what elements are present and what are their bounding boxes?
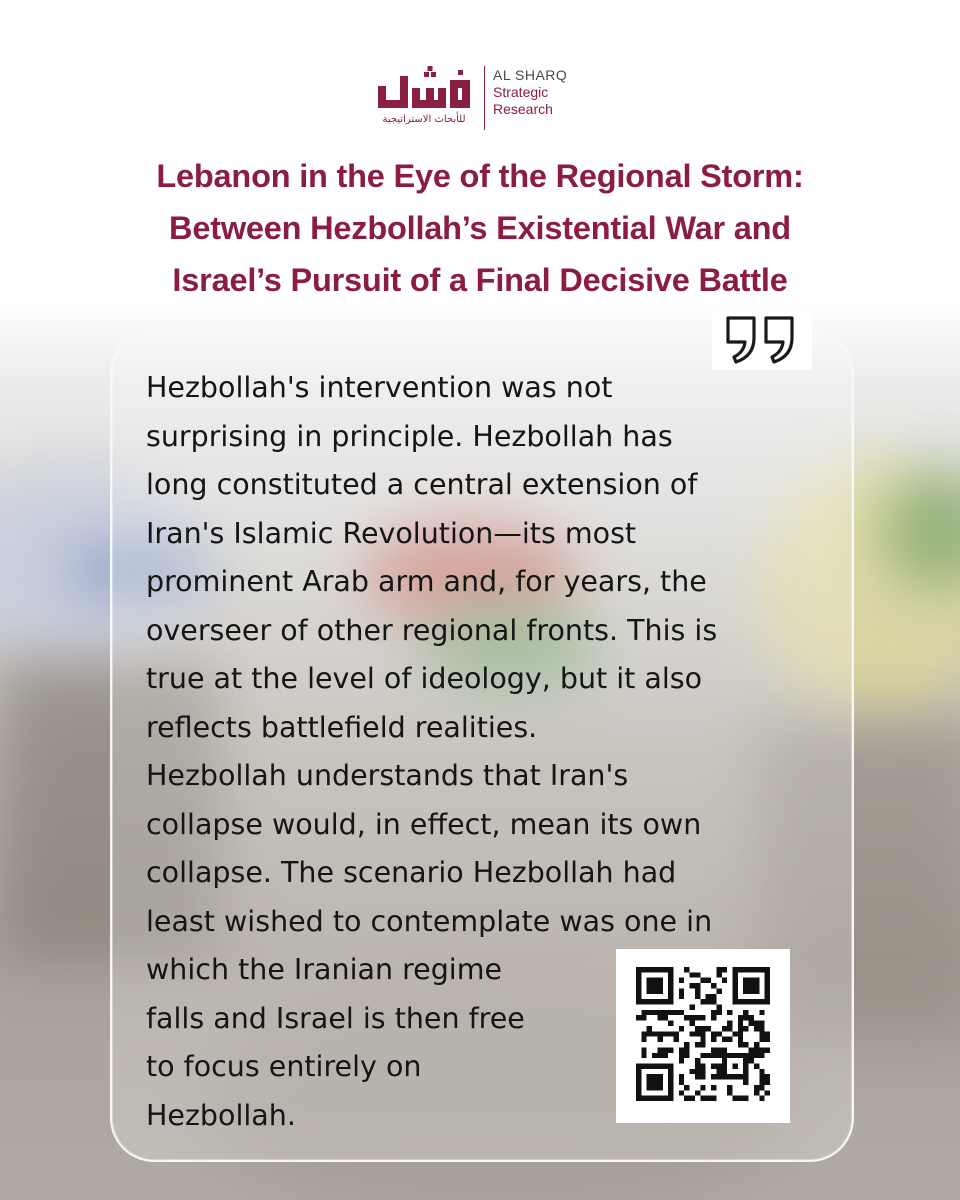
body-line: Hezbollah's intervention was not bbox=[146, 371, 613, 404]
qr-code-icon bbox=[636, 967, 770, 1101]
brand-name: AL SHARQ bbox=[493, 67, 568, 83]
body-line: Hezbollah. bbox=[146, 1098, 296, 1132]
body-line: overseer of other regional fronts. This is bbox=[146, 613, 718, 647]
body-line: which the Iranian regime bbox=[146, 953, 502, 986]
body-line: falls and Israel is then free bbox=[146, 1001, 525, 1035]
body-line: least wished to contemplate was one in bbox=[146, 904, 713, 938]
arabic-subtitle: للأبحاث الاستراتيجية bbox=[382, 114, 466, 125]
body-line: reflects battlefield realities. bbox=[146, 710, 538, 744]
body-line: true at the level of ideology, but it also bbox=[146, 662, 703, 695]
al-sharq-logo bbox=[372, 66, 567, 132]
english-logo bbox=[493, 66, 567, 118]
quote-mark-icon bbox=[718, 310, 808, 370]
body-line: surprising in principle. Hezbollah has bbox=[146, 419, 673, 453]
title-line: Between Hezbollah’s Existential War and bbox=[169, 210, 791, 246]
body-line: Iran's Islamic Revolution—its most bbox=[146, 516, 637, 550]
arabic-logotype-icon bbox=[372, 66, 476, 114]
title-line: Israel’s Pursuit of a Final Decisive Battle bbox=[172, 262, 788, 298]
page-title bbox=[40, 150, 920, 306]
body-line: collapse. The scenario Hezbollah had bbox=[146, 856, 677, 889]
brand-line-strategic: Strategic bbox=[493, 84, 549, 100]
body-line: prominent Arab arm and, for years, the bbox=[146, 565, 707, 598]
arabic-logo bbox=[372, 66, 476, 132]
body-line: long constituted a central extension of bbox=[146, 468, 698, 501]
body-line: collapse would, in effect, mean its own bbox=[146, 807, 702, 841]
title-line: Lebanon in the Eye of the Regional Storm: bbox=[156, 158, 804, 194]
brand-line-research: Research bbox=[493, 101, 553, 117]
body-line: Hezbollah understands that Iran's bbox=[146, 759, 629, 792]
logo-divider bbox=[484, 66, 485, 130]
qr-code[interactable] bbox=[616, 949, 790, 1123]
body-line: to focus entirely on bbox=[146, 1050, 422, 1083]
